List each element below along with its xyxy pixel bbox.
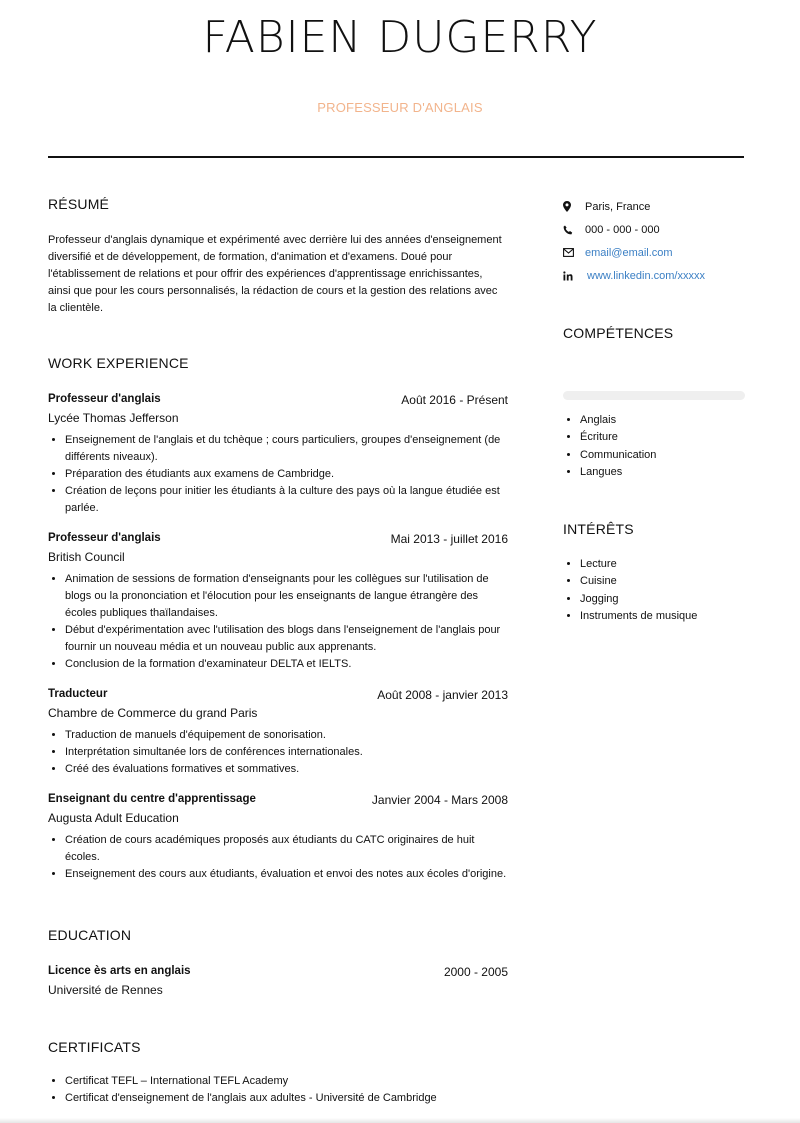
- job-dates: Août 2008 - janvier 2013: [377, 688, 508, 702]
- interests-section: [563, 521, 745, 625]
- job-dates: Mai 2013 - juillet 2016: [390, 532, 508, 546]
- skill-bar: [563, 391, 745, 400]
- experience-title: WORK EXPERIENCE: [48, 355, 189, 371]
- location-pin-icon: [563, 201, 585, 212]
- certificates-section: [48, 1039, 508, 1107]
- list-item: • Création de cours académiques proposés aux étudiants du CATC originaires de huit écoles.: [65, 832, 508, 866]
- list-item: • Traduction de manuels d'équipement de sonorisation.: [65, 727, 508, 744]
- education-section: [48, 927, 508, 997]
- school-name: Université de Rennes: [48, 983, 163, 997]
- job-title: Professeur d'anglais: [48, 393, 161, 405]
- contact-phone: [563, 218, 745, 241]
- job-dates: Août 2016 - Présent: [401, 393, 508, 407]
- skills-title: COMPÉTENCES: [563, 325, 674, 341]
- job-bullets: [48, 832, 508, 883]
- job-dates: Janvier 2004 - Mars 2008: [371, 793, 508, 807]
- phone-icon: [563, 225, 585, 235]
- main-column: [48, 196, 508, 1107]
- list-item: • Enseignement de l'anglais et du tchèque ; cours particuliers, groupes d'enseignement (de différents niveaux).: [65, 432, 508, 466]
- envelope-icon: [563, 248, 585, 257]
- list-item: • Créé des évaluations formatives et sommatives.: [65, 761, 508, 778]
- list-item: • Enseignement des cours aux étudiants, évaluation et envoi des notes aux écoles d'origine.: [65, 866, 508, 883]
- phone-text: 000 - 000 - 000: [585, 223, 660, 236]
- job-entry: [48, 688, 508, 778]
- email-link[interactable]: email@email.com: [585, 246, 673, 259]
- list-item: • Début d'expérimentation avec l'utilisation des blogs dans l'enseignement de l'anglais pour fournir un nouveau média et un nouveau public aux apprenants.: [65, 622, 508, 656]
- list-item: • Création de leçons pour initier les étudiants à la culture des pays où la langue étudiée est parlée.: [65, 483, 508, 517]
- list-item: • Écriture: [580, 429, 745, 446]
- job-organization: Augusta Adult Education: [48, 811, 179, 825]
- list-item: • Lecture: [580, 556, 745, 573]
- job-bullets: [48, 432, 508, 517]
- interests-list: [563, 556, 745, 625]
- list-item: • Certificat d'enseignement de l'anglais aux adultes - Université de Cambridge: [65, 1090, 508, 1107]
- degree-title: Licence ès arts en anglais: [48, 965, 191, 977]
- education-title: EDUCATION: [48, 927, 132, 943]
- list-item: • Jogging: [580, 591, 745, 608]
- list-item: • Communication: [580, 447, 745, 464]
- list-item: • Interprétation simultanée lors de conférences internationales.: [65, 744, 508, 761]
- list-item: • Instruments de musique: [580, 608, 745, 625]
- certificates-title: CERTIFICATS: [48, 1039, 141, 1055]
- skills-section: [563, 325, 745, 481]
- summary-section: [48, 196, 508, 317]
- list-item: • Anglais: [580, 412, 745, 429]
- header-divider: [48, 156, 744, 158]
- education-dates: 2000 - 2005: [443, 965, 508, 979]
- interests-title: INTÉRÊTS: [563, 521, 634, 538]
- list-item: • Langues: [580, 464, 745, 481]
- education-entry: [48, 965, 508, 997]
- list-item: • Préparation des étudiants aux examens de Cambridge.: [65, 466, 508, 483]
- job-bullets: [48, 571, 508, 673]
- job-entry: [48, 793, 508, 883]
- list-item: • Cuisine: [580, 573, 745, 590]
- side-column: [563, 195, 745, 625]
- linkedin-link[interactable]: www.linkedin.com/xxxxx: [587, 269, 705, 282]
- job-entry: [48, 532, 508, 673]
- list-item: • Conclusion de la formation d'examinateur DELTA et IELTS.: [65, 656, 508, 673]
- linkedin-icon: [563, 271, 585, 281]
- certificates-list: [48, 1073, 508, 1107]
- location-text: Paris, France: [585, 200, 651, 213]
- job-subtitle: PROFESSEUR D'ANGLAIS: [317, 100, 483, 115]
- contact-location: [563, 195, 745, 218]
- job-bullets: [48, 727, 508, 778]
- page-bottom-edge: [0, 1118, 800, 1123]
- contact-linkedin[interactable]: [563, 264, 745, 287]
- job-title: Professeur d'anglais: [48, 532, 161, 544]
- skills-list: [563, 412, 745, 481]
- contact-block: [563, 195, 745, 287]
- job-title: Enseignant du centre d'apprentissage: [48, 793, 256, 805]
- list-item: • Certificat TEFL – International TEFL Academy: [65, 1073, 508, 1090]
- contact-email[interactable]: [563, 241, 745, 264]
- job-title: Traducteur: [48, 688, 108, 700]
- list-item: • Animation de sessions de formation d'enseignants pour les collègues sur l'utilisation de blogs ou la prononciation et l'élocution pour les enseignants de langue étrangère des écoles publiques thaïlandaises.: [65, 571, 508, 622]
- candidate-name: FABIEN DUGERRY: [202, 12, 598, 63]
- summary-title: RÉSUMÉ: [48, 196, 110, 212]
- job-organization: Chambre de Commerce du grand Paris: [48, 706, 258, 720]
- summary-text: Professeur d'anglais dynamique et expérimenté avec derrière lui des années d'enseignement diversifié et de développement, de formation, d'animation et d'examens. Doué pour l'établissement de relations et pour offrir des expériences d'apprentissage enrichissantes, ainsi que pour les cours personnalisés, la rédaction de cours et la gestion des relations avec la clientèle.: [48, 234, 502, 314]
- job-organization: British Council: [48, 550, 125, 564]
- job-organization: Lycée Thomas Jefferson: [48, 411, 179, 425]
- experience-section: [48, 355, 508, 883]
- job-entry: [48, 393, 508, 517]
